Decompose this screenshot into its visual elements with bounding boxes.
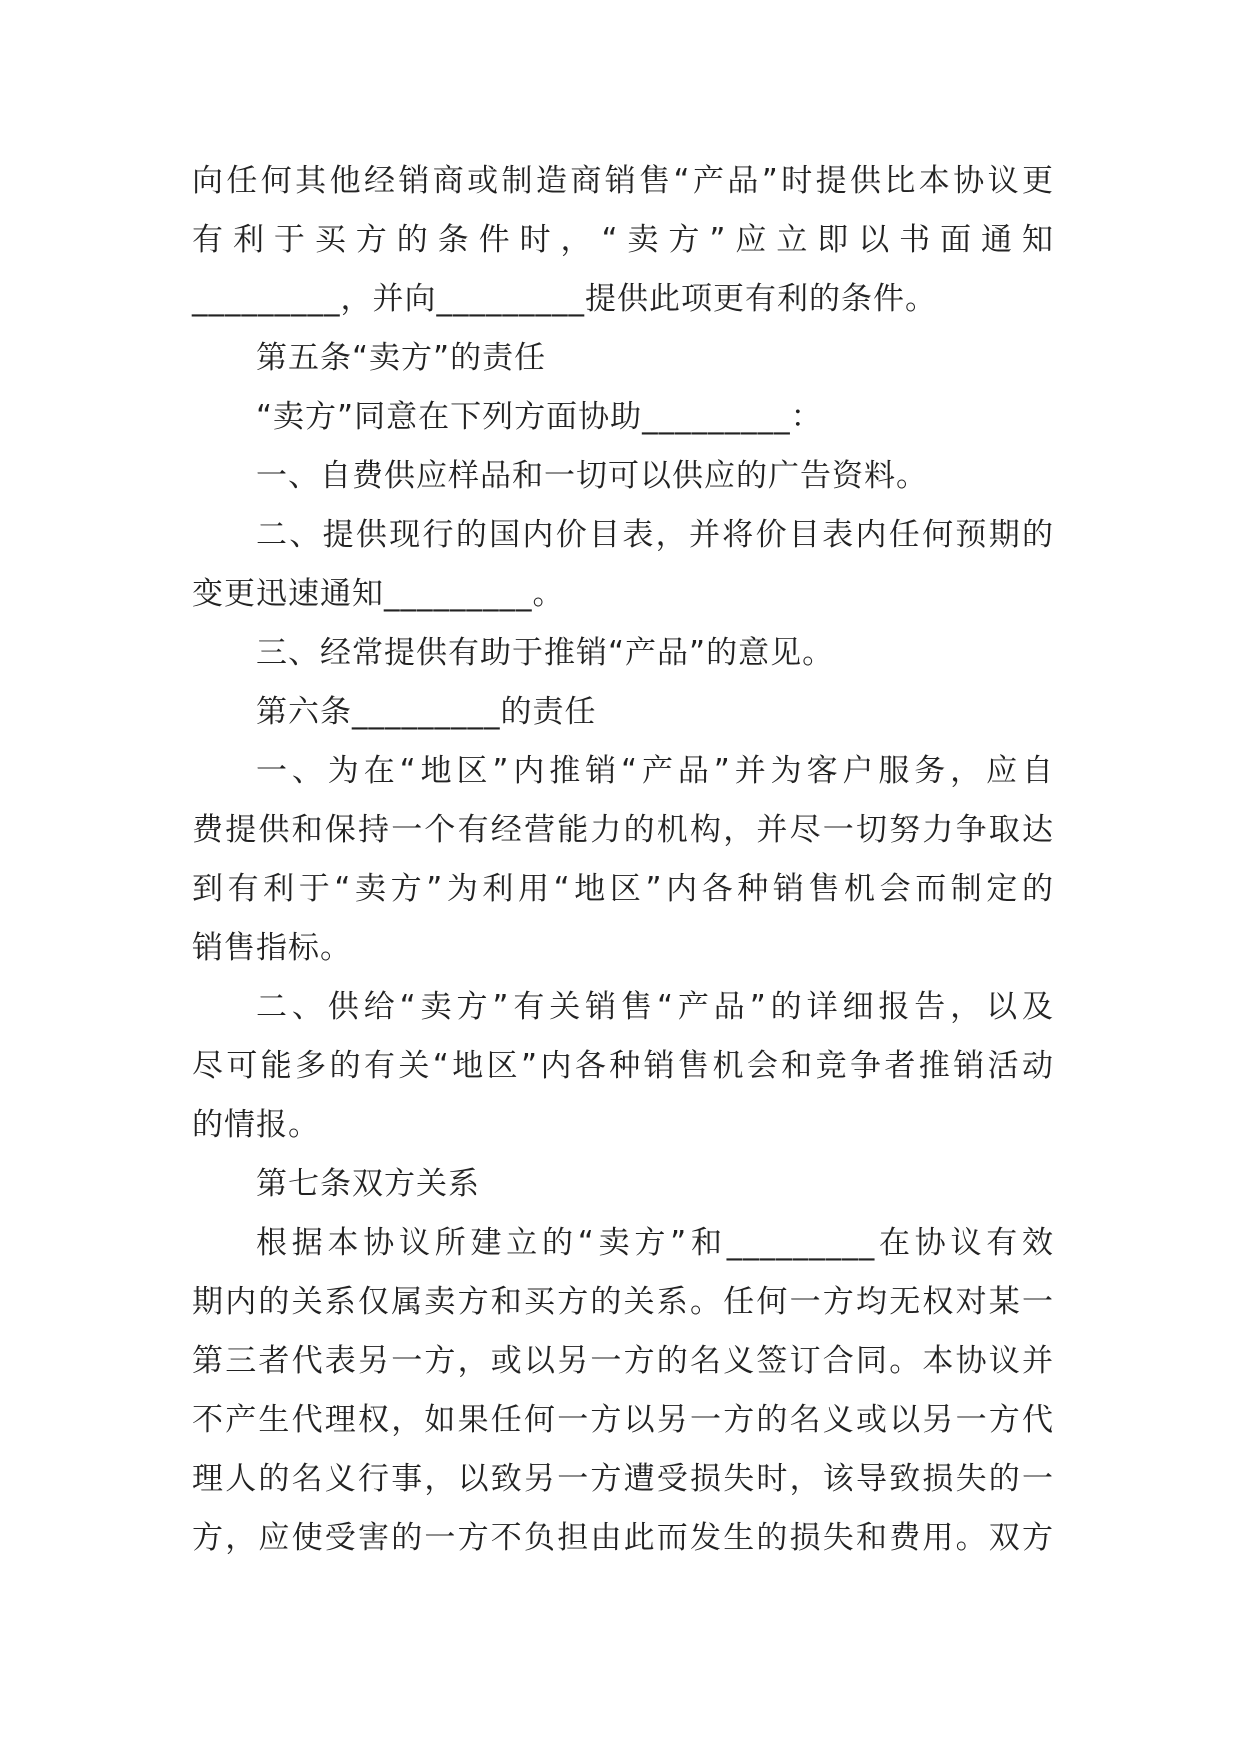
text-line: 第七条双方关系: [256, 1166, 480, 1202]
text-line: 二、供给“卖方”有关销售“产品”的详细报告，以及: [256, 989, 1054, 1025]
text-line: 到有利于“卖方”为利用“地区”内各种销售机会而制定的: [192, 871, 1054, 907]
text-line: 尽可能多的有关“地区”内各种销售机会和竞争者推销活动: [192, 1048, 1054, 1084]
text-line: 变更迅速通知_________。: [192, 576, 565, 612]
text-line: 不产生代理权，如果任何一方以另一方的名义或以另一方代: [192, 1402, 1054, 1438]
text-line: 第三者代表另一方，或以另一方的名义签订合同。本协议并: [192, 1343, 1054, 1379]
text-line: 向任何其他经销商或制造商销售“产品”时提供比本协议更: [192, 163, 1054, 199]
text-line: 销售指标。: [192, 930, 352, 966]
text-line: 根据本协议所建立的“卖方”和_________在协议有效: [256, 1225, 1054, 1261]
document-page: [192, 152, 1054, 1568]
text-line: 一、为在“地区”内推销“产品”并为客户服务，应自: [256, 753, 1054, 789]
text-line: 一、自费供应样品和一切可以供应的广告资料。: [256, 458, 928, 494]
text-line: _________，并向_________提供此项更有利的条件。: [192, 281, 937, 317]
text-line: 第五条“卖方”的责任: [256, 340, 547, 376]
text-line: 三、经常提供有助于推销“产品”的意见。: [256, 635, 835, 671]
text-line: “卖方”同意在下列方面协助_________：: [256, 399, 823, 435]
text-line: 的情报。: [192, 1107, 320, 1143]
text-line: 二、提供现行的国内价目表，并将价目表内任何预期的: [256, 517, 1054, 553]
text-line: 有利于买方的条件时，“卖方”应立即以书面通知: [192, 222, 1054, 258]
text-line: 第六条_________的责任: [256, 694, 597, 730]
text-line: 期内的关系仅属卖方和买方的关系。任何一方均无权对某一: [192, 1284, 1054, 1320]
text-line: 费提供和保持一个有经营能力的机构，并尽一切努力争取达: [192, 812, 1054, 848]
text-line: 理人的名义行事，以致另一方遭受损失时，该导致损失的一: [192, 1461, 1054, 1497]
text-line: 方，应使受害的一方不负担由此而发生的损失和费用。双方: [192, 1520, 1054, 1556]
